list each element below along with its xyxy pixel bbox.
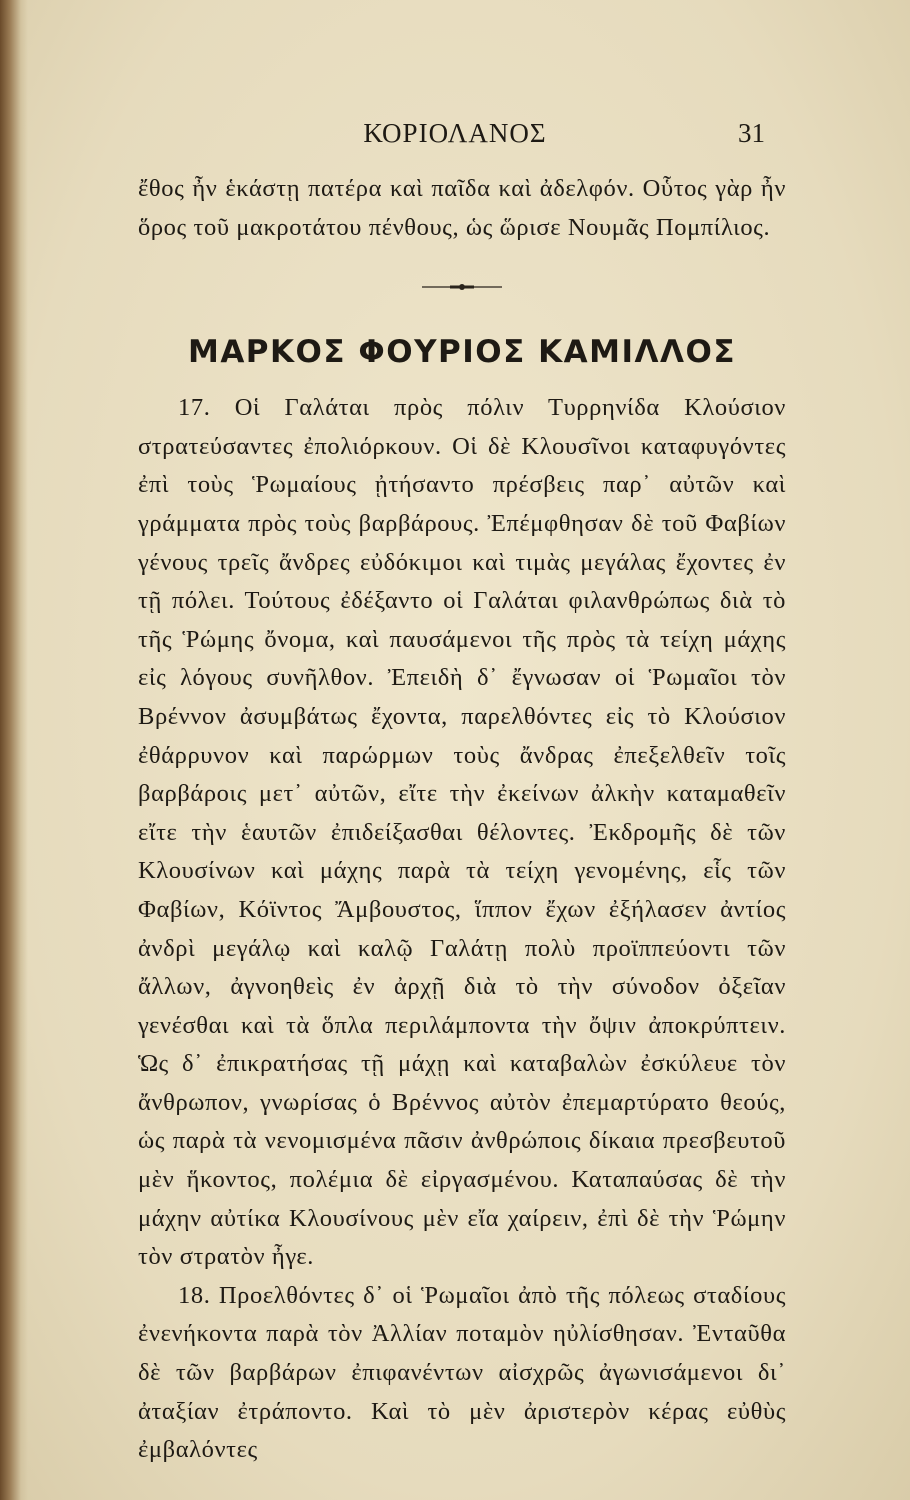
paragraph-number: 17. [178, 394, 211, 422]
page-body [138, 170, 786, 1470]
paragraph-18 [138, 1277, 786, 1470]
page-number: 31 [738, 118, 765, 148]
paragraph-text: Οἱ Γαλάται πρὸς πόλιν Τυρρηνίδα Κλούσιον στρατεύσαντες ἐπολιόρκουν. Οἱ δὲ Κλουσῖνοι καταφυγόντες ἐπὶ τοὺς Ῥωμαίους ᾐτήσαντο πρέσβεις παρ᾽ αὐτῶν καὶ γράμματα πρὸς τοὺς βαρβάρους. Ἐπέμφθησαν δὲ τοῦ Φαβίων γένους τρεῖς ἄνδρες εὐδόκιμοι καὶ τιμὰς μεγάλας ἔχοντες ἐν τῇ πόλει. Τούτους ἐδέξαντο οἱ Γαλάται φιλανθρώπως διὰ τὸ τῆς Ῥώμης ὄνομα, καὶ παυσάμενοι τῆς πρὸς τὰ τείχη μάχης εἰς λόγους συνῆλθον. Ἐπειδὴ δ᾽ ἔγνωσαν οἱ Ῥωμαῖοι τὸν Βρέννον ἀσυμβάτως ἔχοντα, παρελθόντες εἰς τὸ Κλούσιον ἐθάρρυνον καὶ παρώρμων τοὺς ἄνδρας ἐπεξελθεῖν τοῖς βαρβάροις μετ᾽ αὐτῶν, εἴτε τὴν ἐκείνων ἀλκὴν καταμαθεῖν εἴτε τὴν ἑαυτῶν ἐπιδείξασθαι θέλοντες. Ἐκδρομῆς δὲ τῶν Κλουσίνων καὶ μάχης παρὰ τὰ τείχη γενομένης, εἷς τῶν Φαβίων, Κόϊντος Ἄμβουστος, ἵππον ἔχων ἐξήλασεν ἀντίος ἀνδρὶ μεγάλῳ καὶ καλῷ Γαλάτῃ πολὺ προϊππεύοντι τῶν ἄλλων, ἀγνοηθεὶς ἐν ἀρχῇ διὰ τὸ τὴν σύνοδον ὀξεῖαν γενέσθαι καὶ τὰ ὅπλα περιλάμποντα τὴν ὄψιν ἀποκρύπτειν. Ὡς δ᾽ ἐπικρατήσας τῇ μάχῃ καὶ καταβαλὼν ἐσκύλευε τὸν ἄνθρωπον, γνωρίσας ὁ Βρέννος αὐτὸν ἐπεμαρτύρατο θεούς, ὡς παρὰ τὰ νενομισμένα πᾶσιν ἀνθρώποις δίκαια πρεσβευτοῦ μὲν ἥκοντος, πολέμια δὲ εἰργασμένου. Καταπαύσας δὲ τὴν μάχην αὐτίκα Κλουσίνους μὲν εἴα χαίρειν, ἐπὶ δὲ τὴν Ῥώμην τὸν στρατὸν ἦγε. [138, 394, 786, 1271]
continuation-paragraph: ἔθος ἦν ἑκάστῃ πατέρα καὶ παῖδα καὶ ἀδελφόν. Οὗτος γὰρ ἦν ὅρος τοῦ μακροτάτου πένθους, ὡς ὥρισε Νουμᾶς Πομπίλιος. [138, 175, 786, 241]
ornament-rule-icon [422, 283, 502, 291]
section-heading: ΜΑΡΚΟΣ ΦΟΥΡΙΟΣ ΚΑΜΙΛΛΟΣ [187, 334, 737, 371]
paragraph-number: 18. [178, 1281, 211, 1309]
book-spine-shadow [0, 0, 28, 1500]
page-header [0, 118, 910, 158]
running-title: ΚΟΡΙΟΛΑΝΟΣ [363, 118, 547, 148]
paragraph-17 [138, 389, 786, 1277]
paragraph-text: Προελθόντες δ᾽ οἱ Ῥωμαῖοι ἀπὸ τῆς πόλεως σταδίους ἐνενήκοντα παρὰ τὸν Ἀλλίαν ποταμὸν ηὐλίσθησαν. Ἐνταῦθα δὲ τῶν βαρβάρων ἐπιφανέντων αἰσχρῶς ἀγωνισάμενοι δι᾽ ἀταξίαν ἐτράποντο. Καὶ τὸ μὲν ἀριστερὸν κέρας εὐθὺς ἐμβαλόντες [138, 1281, 787, 1464]
section-divider [138, 247, 786, 327]
